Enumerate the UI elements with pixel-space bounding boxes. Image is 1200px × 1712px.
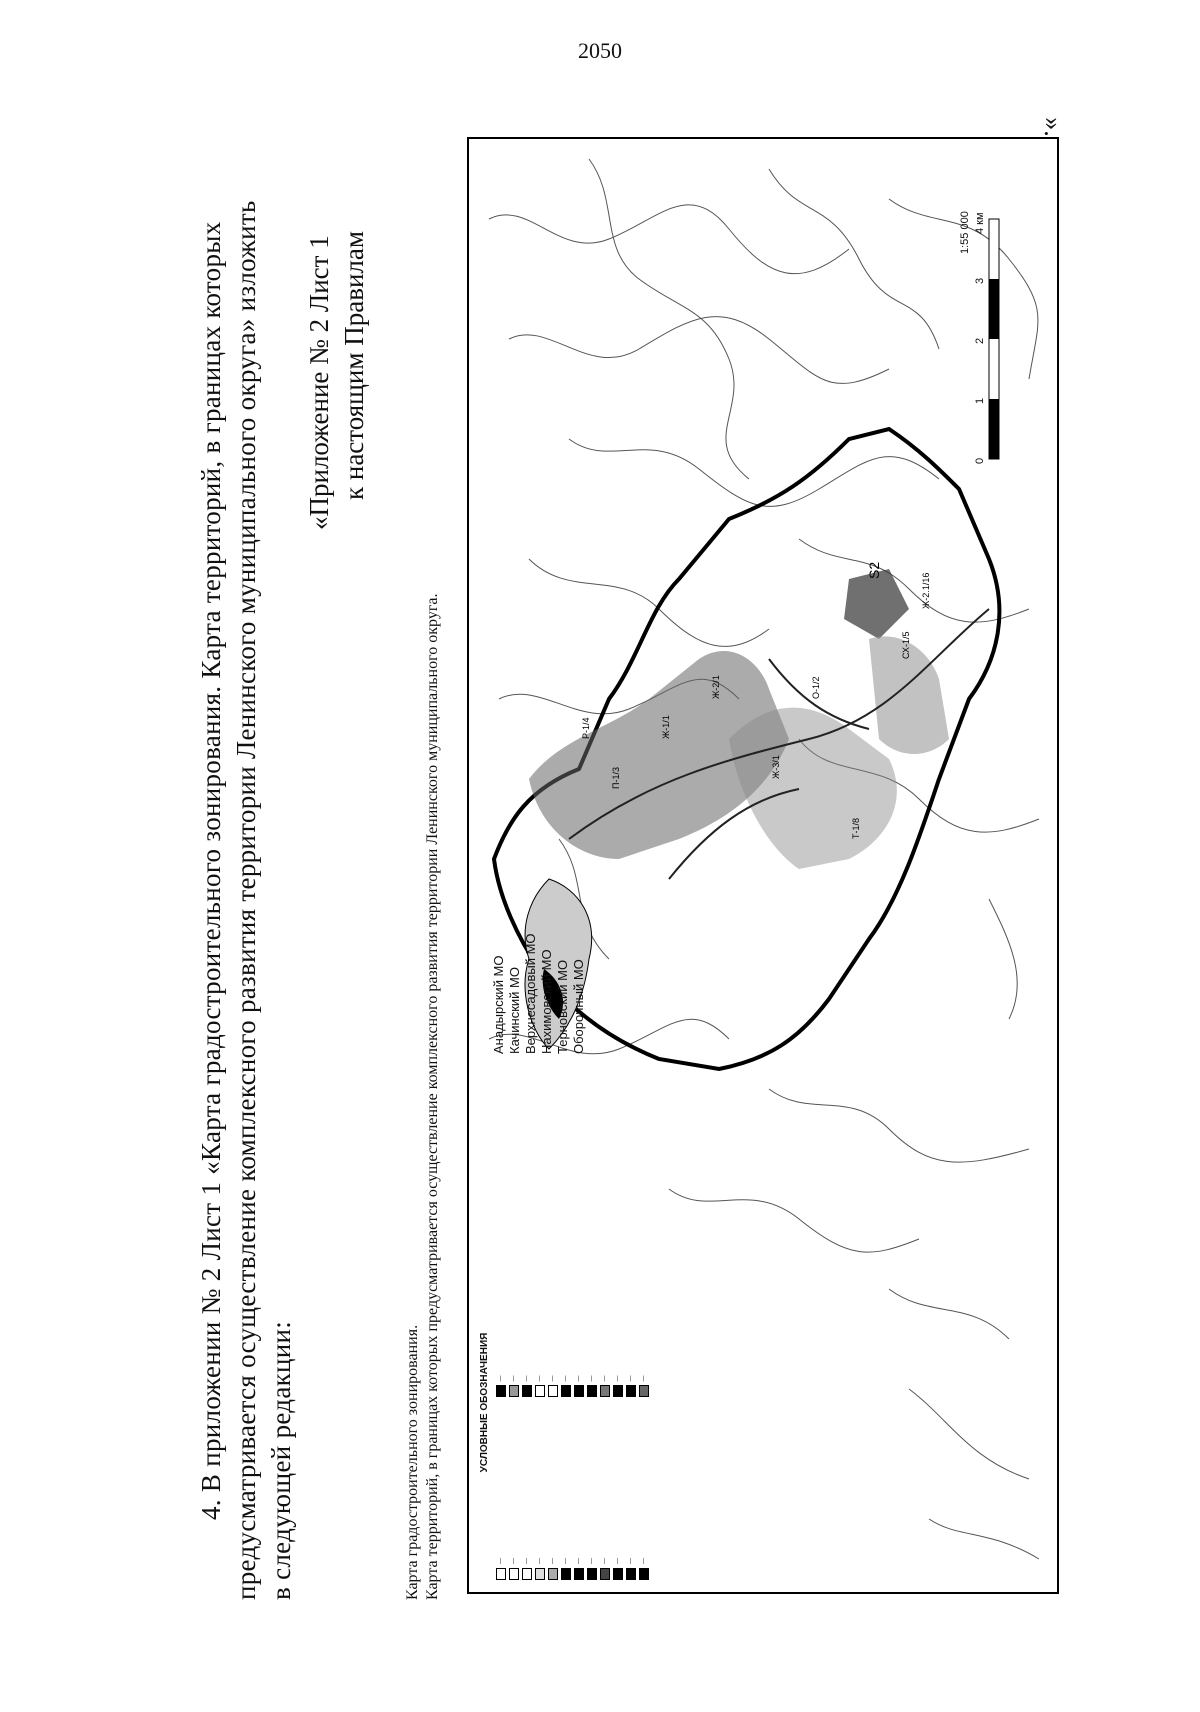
closing-quote: ».	[1038, 117, 1068, 137]
appendix-line-1: «Приложение № 2 Лист 1	[304, 235, 334, 530]
paragraph-line-3: в следующей редакции:	[266, 1320, 296, 1600]
appendix-line-2: к настоящим Правилам	[339, 231, 369, 500]
legend-item: —	[639, 1408, 649, 1581]
scale-tick-2: 2	[974, 337, 986, 344]
inset-map	[489, 859, 619, 1059]
legend-item: —	[509, 1408, 519, 1581]
inset-label-3: Верхнесадовый МО	[523, 933, 538, 1054]
legend-item: —	[587, 1225, 597, 1398]
legend-title: УСЛОВНЫЕ ОБОЗНАЧЕНИЯ	[479, 1332, 490, 1473]
zone-label: Ж-2/1	[711, 675, 721, 699]
zone-label: Т-1/8	[851, 817, 861, 839]
inset-label-1: Анадырский МО	[491, 955, 506, 1054]
legend-items	[496, 1225, 652, 1580]
legend-item: —	[561, 1225, 571, 1398]
scale-tick-3: 3	[974, 277, 986, 284]
inset-label-5: Терновский МО	[555, 959, 570, 1054]
legend-item: —	[496, 1408, 506, 1581]
inset-label-6: Оборонный МО	[571, 959, 586, 1054]
scale-tick-0: 0	[974, 457, 986, 464]
scale-tick-1: 1	[974, 397, 986, 404]
legend-item: —	[613, 1225, 623, 1398]
legend-item: —	[587, 1408, 597, 1581]
scale-bar	[989, 219, 999, 459]
zone-label: П-1/3	[611, 767, 621, 789]
legend-item: —	[548, 1225, 558, 1398]
legend-item: —	[561, 1408, 571, 1581]
legend-item: —	[639, 1225, 649, 1398]
legend-item: —	[600, 1225, 610, 1398]
inset-label-2: Качинский МО	[507, 967, 522, 1054]
zone-label: О-1/2	[811, 676, 821, 699]
legend-item: —	[535, 1408, 545, 1581]
map-caption-line-2: Карта территорий, в границах которых предусматривается осуществление комплексного развития территории Ленинского муниципального округа.	[424, 593, 441, 1600]
legend-item: —	[613, 1408, 623, 1581]
scale-tick-4: 4 км	[974, 212, 986, 234]
page-number: 2050	[578, 38, 622, 63]
legend-item: —	[509, 1225, 519, 1398]
legend-item: —	[522, 1225, 532, 1398]
map-caption-line-1: Карта градостроительного зонирования.	[404, 1324, 421, 1600]
legend-item: —	[626, 1408, 636, 1581]
map-legend	[469, 1212, 869, 1592]
legend-item: —	[600, 1408, 610, 1581]
legend-item: —	[574, 1225, 584, 1398]
zone-label: S2	[866, 561, 882, 579]
legend-item: —	[522, 1408, 532, 1581]
zone-label: Ж-1/1	[661, 715, 671, 739]
paragraph-line-1: 4. В приложении № 2 Лист 1 «Карта градостроительного зонирования. Карта территорий, в границах которых	[196, 221, 226, 1520]
legend-item: —	[496, 1225, 506, 1398]
inset-label-4: Нахимовский МО	[539, 949, 554, 1054]
zone-label: Р-1/4	[581, 717, 591, 739]
legend-item: —	[626, 1225, 636, 1398]
zone-label: СХ-1/5	[901, 631, 911, 659]
zone-label: Ж-2.1/16	[921, 572, 931, 609]
scale-label: 1:55 000	[959, 211, 971, 254]
legend-item: —	[535, 1225, 545, 1398]
legend-item: —	[574, 1408, 584, 1581]
zoning-map	[467, 137, 1059, 1594]
legend-item: —	[548, 1408, 558, 1581]
zone-label: Ж-3/1	[771, 755, 781, 779]
paragraph-line-2: предусматривается осуществление комплексного развития территории Ленинского муниципального округа» изложить	[231, 200, 261, 1600]
